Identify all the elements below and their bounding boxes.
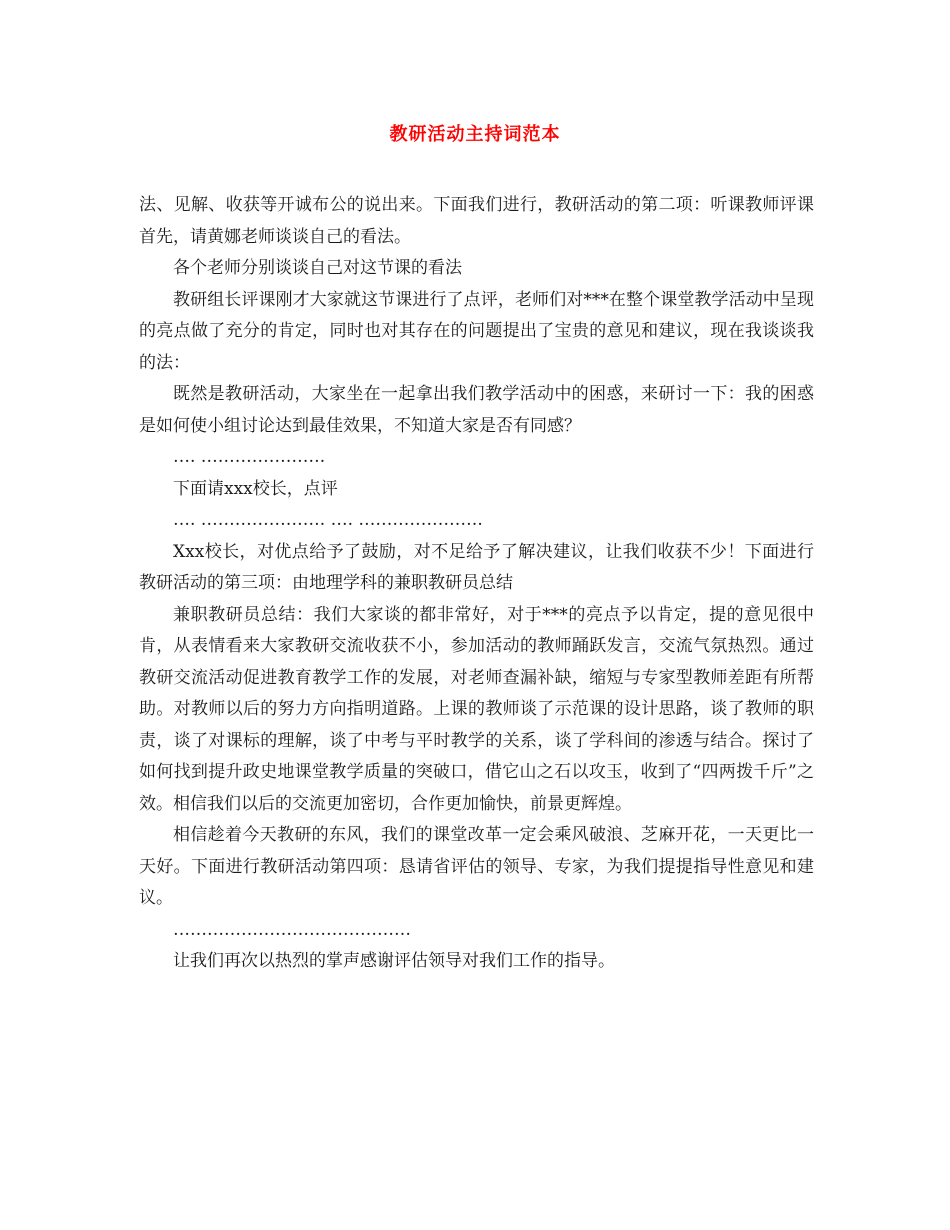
ellipsis-line: …. ………………….: [173, 447, 326, 467]
paragraph: 下面请xxx校长，点评: [173, 478, 338, 499]
paragraph: 教研组长评课刚才大家就这节课进行了点评，老师们对***在整个课堂教学活动中呈现的亮点做了充分的肯定，同时也对其存在的问题提出了宝贵的意见和建议，现在我谈谈我的法：: [139, 289, 814, 373]
paragraph: 各个老师分别谈谈自己对这节课的看法: [173, 258, 462, 278]
ellipsis-line: …. …………………. …. ………………….: [173, 510, 483, 530]
page-title: 教研活动主持词范本: [389, 124, 561, 145]
ellipsis-line: ……………………………………: [173, 919, 411, 940]
paragraph: 相信趁着今天教研的东风，我们的课堂改革一定会乘风破浪、芝麻开花，一天更比一天好。下面进行教研活动第四项：恳请省评估的领导、专家，为我们提提指导性意见和建议。: [139, 825, 814, 908]
paragraph: Xxx校长，对优点给予了鼓励，对不足给予了解决建议，让我们收获不少！下面进行教研活动的第三项：由地理学科的兼职教研员总结: [139, 541, 814, 593]
paragraph: 让我们再次以热烈的掌声感谢评估领导对我们工作的指导。: [173, 951, 615, 971]
paragraph: 法、见解、收获等开诚布公的说出来。下面我们进行，教研活动的第二项：听课教师评课 首先，请黄娜老师谈谈自己的看法。: [139, 195, 814, 247]
document-body: [139, 190, 814, 978]
paragraph: 兼职教研员总结：我们大家谈的都非常好，对于***的亮点予以肯定，提的意见很中肯，从表情看来大家教研交流收获不小，参加活动的教师踊跃发言，交流气氛热烈。通过教研交流活动促进教育教学工作的发展，对老师查漏补缺，缩短与专家型教师差距有所帮助。对教师以后的努力方向指明道路。上课的教师谈了示范课的设计思路，谈了教师的职责，谈了对课标的理解，谈了中考与平时教学的关系，谈了学科间的渗透与结合。探讨了如何找到提升政史地课堂教学质量的突破口，借它山之石以攻玉，收到了“四两拨千斤”之效。相信我们以后的交流更加密切，合作更加愉快，前景更辉煌。: [139, 604, 814, 814]
paragraph: 既然是教研活动，大家坐在一起拿出我们教学活动中的困惑，来研讨一下：我的困惑是如何使小组讨论达到最佳效果，不知道大家是否有同感？: [139, 384, 814, 436]
